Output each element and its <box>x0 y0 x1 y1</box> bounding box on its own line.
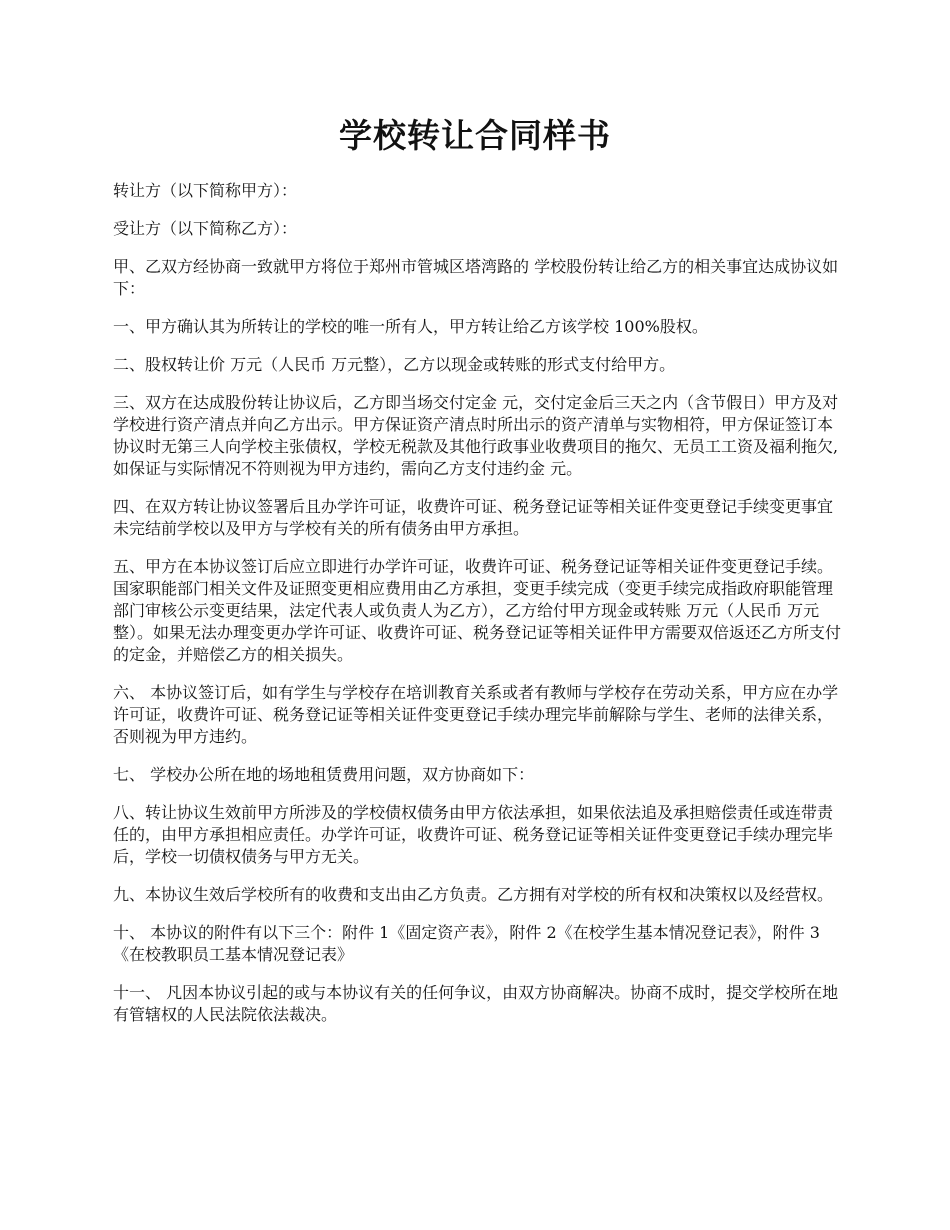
clause-4: 四、在双方转让协议签署后且办学许可证，收费许可证、税务登记证等相关证件变更登记手续变更事宜未完结前学校以及甲方与学校有关的所有债务由甲方承担。 <box>113 497 834 538</box>
clause-3: 三、双方在达成股份转让协议后，乙方即当场交付定金 元，交付定金后三天之内（含节假日）甲方及对学校进行资产清点并向乙方出示。甲方保证资产清点时所出示的资产清单与实物相符，甲方保证签订本协议时无第三人向学校主张债权，学校无税款及其他行政事业收费项目的拖欠、无员工工资及福利拖欠,如保证与实际情况不符则视为甲方违约，需向乙方支付违约金 元。 <box>113 393 839 478</box>
clause-2: 二、股权转让价 万元（人民币 万元整），乙方以现金或转账的形式支付给甲方。 <box>113 355 676 374</box>
document-body <box>113 180 843 1042</box>
paragraph-preamble: 甲、乙双方经协商一致就甲方将位于郑州市管城区塔湾路的 学校股份转让给乙方的相关事宜达成协议如下： <box>113 257 839 298</box>
clause-1: 一、甲方确认其为所转让的学校的唯一所有人，甲方转让给乙方该学校 100%股权。 <box>113 317 708 336</box>
clause-10: 十、 本协议的附件有以下三个：附件 1《固定资产表》，附件 2《在校学生基本情况登记表》，附件 3《在校教职员工基本情况登记表》 <box>113 923 820 964</box>
clause-5: 五、甲方在本协议签订后应立即进行办学许可证，收费许可证、税务登记证等相关证件变更登记手续。国家职能部门相关文件及证照变更相应费用由乙方承担，变更手续完成（变更手续完成指政府职能管理部门审核公示变更结果，法定代表人或负责人为乙方），乙方给付甲方现金或转账 万元（人民币 万元整）。如果无法办理变更办学许可证、收费许可证、税务登记证等相关证件甲方需要双倍返还乙方所支付的定金，并赔偿乙方的相关损失。 <box>113 557 842 664</box>
paragraph-transferee: 受让方（以下简称乙方）： <box>113 219 298 238</box>
clause-9: 九、本协议生效后学校所有的收费和支出由乙方负责。乙方拥有对学校的所有权和决策权以及经营权。 <box>113 885 834 904</box>
clause-7: 七、 学校办公所在地的场地租赁费用问题，双方协商如下： <box>113 765 535 784</box>
clause-6: 六、 本协议签订后，如有学生与学校存在培训教育关系或者有教师与学校存在劳动关系，甲方应在办学许可证，收费许可证、税务登记证等相关证件变更登记手续办理完毕前解除与学生、老师的法律关系，否则视为甲方违约。 <box>113 683 839 746</box>
document-title: 学校转让合同样书 <box>339 116 611 155</box>
clause-8: 八、转让协议生效前甲方所涉及的学校债权债务由甲方依法承担，如果依法追及承担赔偿责任或连带责任的，由甲方承担相应责任。办学许可证，收费许可证、税务登记证等相关证件变更登记手续办理完毕后，学校一切债权债务与甲方无关。 <box>113 803 834 866</box>
paragraph-transferor: 转让方（以下简称甲方）： <box>113 181 298 200</box>
clause-11: 十一、 凡因本协议引起的或与本协议有关的任何争议，由双方协商解决。协商不成时，提交学校所在地有管辖权的人民法院依法裁决。 <box>113 983 839 1024</box>
